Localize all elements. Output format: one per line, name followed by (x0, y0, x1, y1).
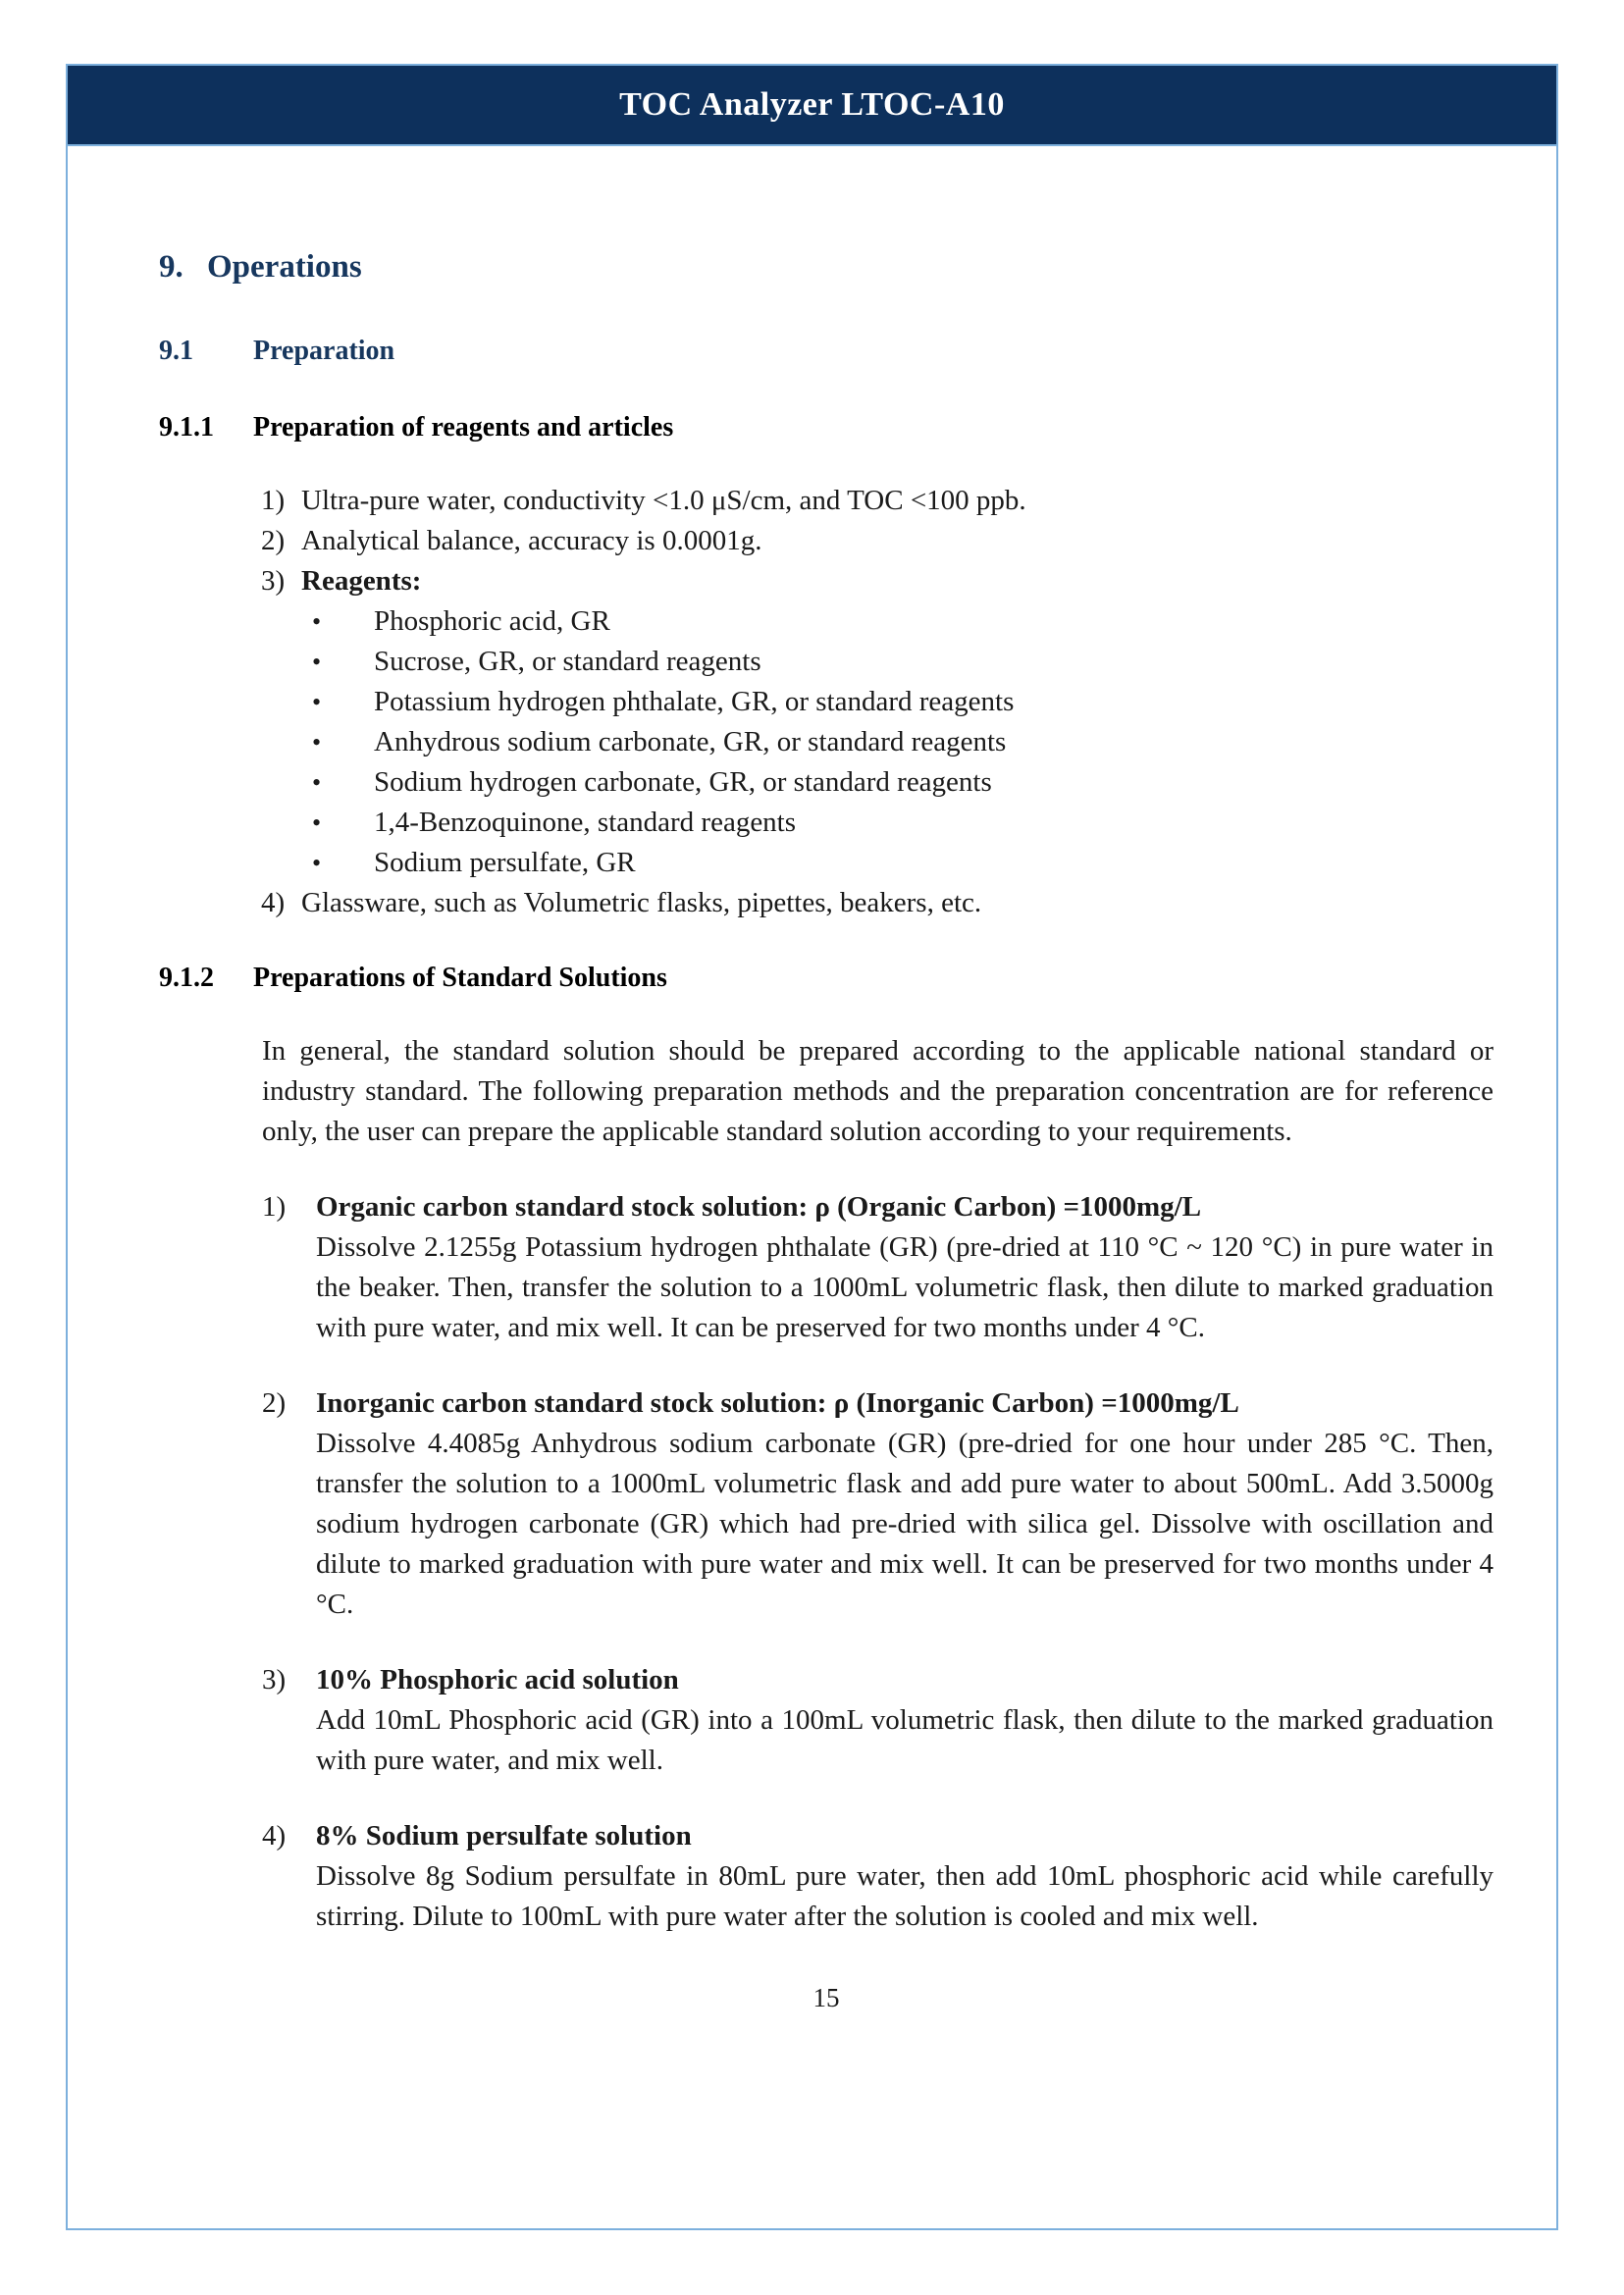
bullet-item (159, 803, 1493, 843)
solution-item-inorganic-carbon (159, 1383, 1493, 1625)
document-page (66, 64, 1558, 2230)
bullet-icon: • (312, 808, 322, 837)
list-item (159, 561, 1493, 601)
list-item-text: Ultra-pure water, conductivity <1.0 μS/cm, and TOC <100 ppb. (301, 485, 1026, 516)
solution-marker: 1) (262, 1191, 287, 1223)
bullet-icon: • (312, 648, 322, 676)
solution-body: Dissolve 8g Sodium persulfate in 80mL pure water, then add 10mL phosphoric acid while carefully stirring. Dilute to 100mL with pure water after the solution is cooled and mix well. (316, 1860, 1493, 1932)
list-item-marker: 2) (261, 525, 286, 556)
solution-title: Inorganic carbon standard stock solution: ρ (Inorganic Carbon) =1000mg/L (316, 1387, 1239, 1419)
bullet-icon: • (312, 728, 322, 756)
list-item-marker: 4) (261, 887, 286, 918)
bullet-item (159, 722, 1493, 762)
intro-paragraph: In general, the standard solution should be prepared according to the applicable national standard or industry standard. The following preparation methods and the preparation concentration are for reference only, the user can prepare the applicable standard solution according to your requirements. (262, 1035, 1493, 1147)
list-item-marker: 3) (261, 565, 286, 597)
bullet-icon: • (312, 688, 322, 716)
section-operations-heading (159, 247, 1493, 287)
section-number: 9.1.2 (159, 963, 214, 993)
bullet-icon: • (312, 849, 322, 877)
list-item-text: Glassware, such as Volumetric flasks, pipettes, beakers, etc. (301, 887, 982, 918)
bullet-item (159, 601, 1493, 642)
section-title: Preparation (253, 336, 395, 366)
solutions-list (159, 1187, 1493, 1937)
solution-title: Organic carbon standard stock solution: ρ (Organic Carbon) =1000mg/L (316, 1191, 1202, 1223)
bullet-text: Sucrose, GR, or standard reagents (374, 646, 761, 677)
solution-item-organic-carbon (159, 1187, 1493, 1348)
solution-marker: 4) (262, 1820, 287, 1852)
bullet-text: Phosphoric acid, GR (374, 605, 610, 637)
bullet-icon: • (312, 768, 322, 797)
bullet-text: Sodium hydrogen carbonate, GR, or standard reagents (374, 766, 992, 798)
section-reagents-heading (159, 410, 1493, 445)
solution-heading (159, 1383, 1493, 1424)
solution-heading (159, 1816, 1493, 1856)
page-content (68, 247, 1556, 2015)
section-title: Operations (207, 249, 362, 285)
section-title: Preparation of reagents and articles (253, 412, 674, 443)
bullet-text: 1,4-Benzoquinone, standard reagents (374, 807, 797, 838)
list-item-text: Reagents: (301, 565, 422, 597)
bullet-item (159, 843, 1493, 883)
page-header-bar (68, 66, 1556, 146)
solution-item-phosphoric-acid (159, 1660, 1493, 1781)
bullet-text: Sodium persulfate, GR (374, 847, 636, 878)
solution-body: Add 10mL Phosphoric acid (GR) into a 100mL volumetric flask, then dilute to the marked graduation with pure water, and mix well. (316, 1704, 1493, 1776)
section-number: 9.1 (159, 336, 193, 366)
list-item-marker: 1) (261, 485, 286, 516)
bullet-item (159, 642, 1493, 682)
page-number: 15 (812, 1983, 840, 2012)
section-title: Preparations of Standard Solutions (253, 963, 667, 993)
solution-body: Dissolve 4.4085g Anhydrous sodium carbonate (GR) (pre-dried for one hour under 285 °C. Then, transfer the solution to a 1000mL volumetric flask and add pure water to about 500mL. Add 3.5000g sodium hydrogen carbonate (GR) which had pre-dried with silica gel. Dissolve with oscillation and dilute to marked graduation with pure water and mix well. It can be preserved for two months under 4 °C. (316, 1428, 1493, 1620)
list-item (159, 883, 1493, 923)
reagents-list (159, 481, 1493, 923)
solution-title: 8% Sodium persulfate solution (316, 1820, 692, 1852)
solution-body: Dissolve 2.1255g Potassium hydrogen phthalate (GR) (pre-dried at 110 °C ~ 120 °C) in pure water in the beaker. Then, transfer the solution to a 1000mL volumetric flask, then dilute to marked graduation with pure water, and mix well. It can be preserved for two months under 4 °C. (316, 1231, 1493, 1343)
bullet-text: Potassium hydrogen phthalate, GR, or standard reagents (374, 686, 1015, 717)
solution-marker: 3) (262, 1664, 287, 1695)
document-title: TOC Analyzer LTOC-A10 (619, 86, 1005, 123)
list-item-text: Analytical balance, accuracy is 0.0001g. (301, 525, 762, 556)
bullet-item (159, 762, 1493, 803)
solution-heading (159, 1187, 1493, 1227)
section-standard-solutions-heading (159, 961, 1493, 996)
bullet-icon: • (312, 607, 322, 636)
bullet-text: Anhydrous sodium carbonate, GR, or standard reagents (374, 726, 1007, 757)
bullet-item (159, 682, 1493, 722)
list-item (159, 481, 1493, 521)
solution-heading (159, 1660, 1493, 1700)
solution-item-sodium-persulfate (159, 1816, 1493, 1937)
section-number: 9.1.1 (159, 412, 214, 443)
section-preparation-heading (159, 334, 1493, 369)
list-item (159, 521, 1493, 561)
solution-title: 10% Phosphoric acid solution (316, 1664, 679, 1695)
section-number: 9. (159, 249, 183, 285)
solution-marker: 2) (262, 1387, 287, 1419)
